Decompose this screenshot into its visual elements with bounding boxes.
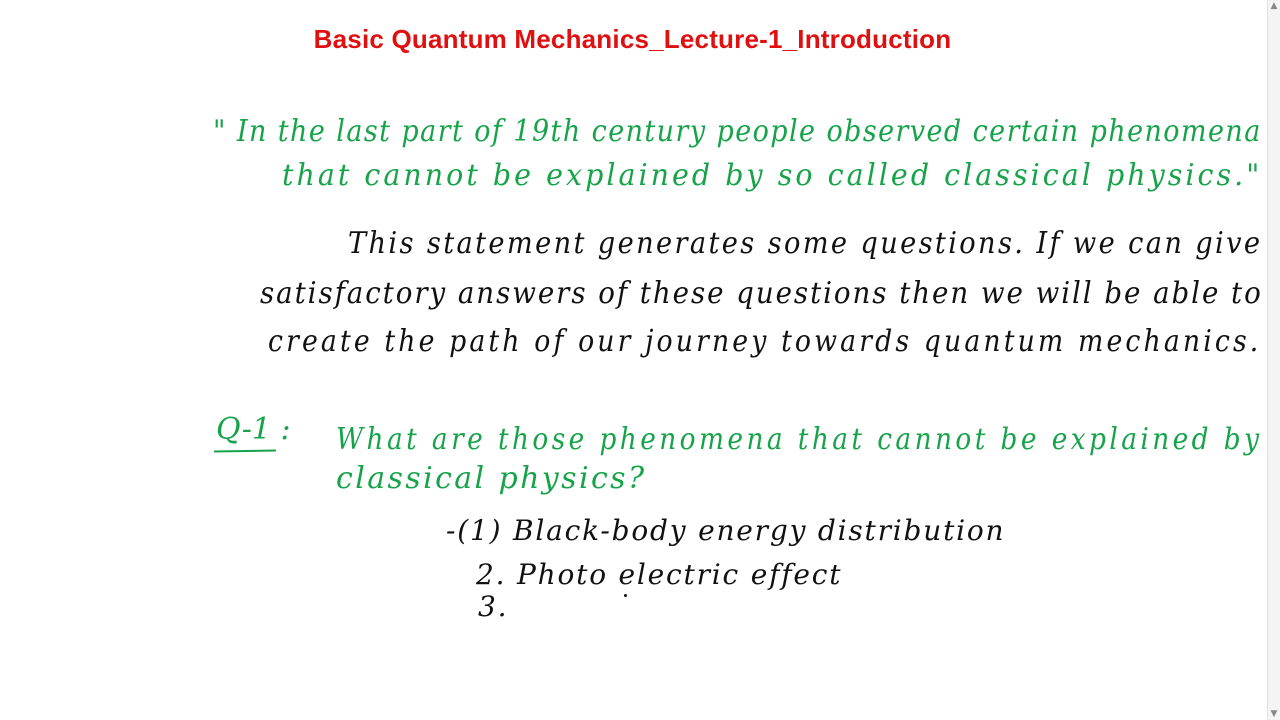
quote-line-1: " In the last part of 19th century people observed certain phenomena xyxy=(213,114,1262,149)
paragraph-line-3: create the path of our journey towards quantum mechanics. xyxy=(268,324,1262,359)
paragraph-line-2: satisfactory answers of these questions then we will be able to xyxy=(260,276,1263,311)
paragraph-line-1: This statement generates some questions. If we can give xyxy=(348,226,1263,261)
ink-dot xyxy=(624,594,627,597)
quote-line-2: that cannot be explained by so called classical physics." xyxy=(282,158,1263,193)
question-label: Q-1 : xyxy=(216,412,291,447)
list-item-3: 3. xyxy=(478,590,509,623)
question-line-2: classical physics? xyxy=(336,461,647,496)
question-line-1: What are those phenomena that cannot be explained by xyxy=(336,422,1263,457)
scroll-down-arrow-icon[interactable]: ▼ xyxy=(1270,709,1278,719)
question-label-underline xyxy=(214,449,276,452)
list-item-2: 2. Photo electric effect xyxy=(476,558,843,591)
page-title: Basic Quantum Mechanics_Lecture-1_Introduction xyxy=(313,24,952,54)
list-item-1: -(1) Black-body energy distribution xyxy=(446,514,1006,547)
scroll-up-arrow-icon[interactable]: ▲ xyxy=(1270,1,1278,11)
vertical-scrollbar[interactable] xyxy=(1267,0,1280,720)
